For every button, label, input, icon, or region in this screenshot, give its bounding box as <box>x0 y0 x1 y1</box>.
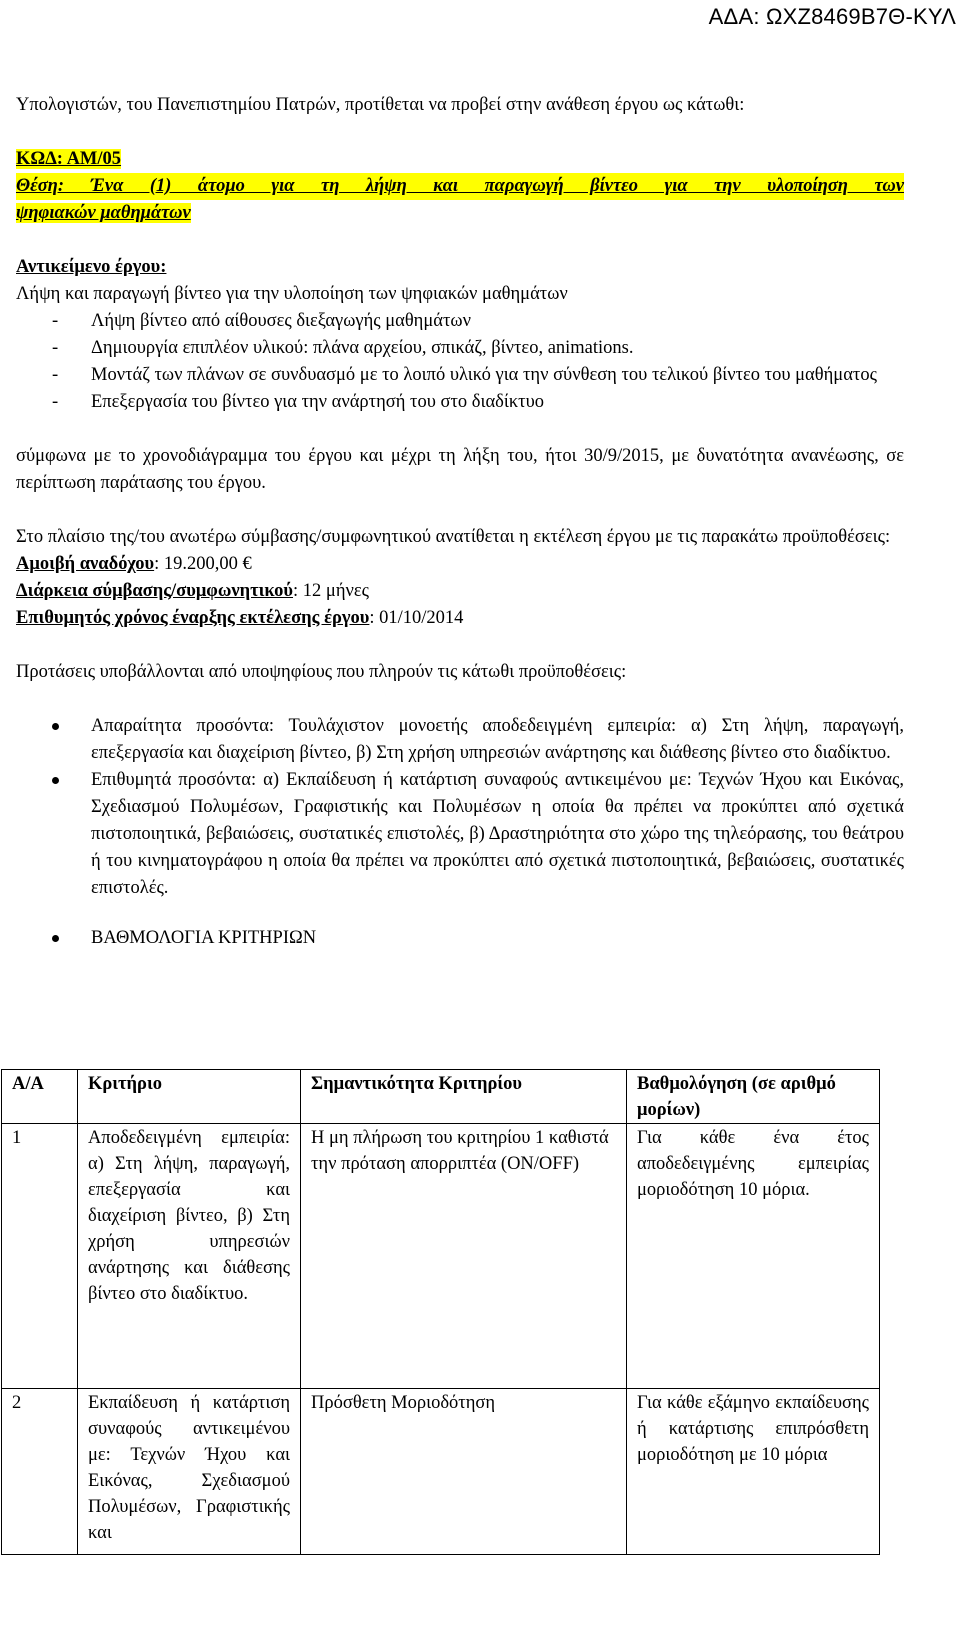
column-header: Σημαντικότητα Κριτηρίου <box>301 1070 627 1124</box>
fee-line <box>16 551 904 578</box>
list-item: - Επεξεργασία του βίντεο για την ανάρτησή του στο διαδίκτυο <box>16 389 904 416</box>
ada-identifier: ΑΔΑ: ΩΧΖ8469Β7Θ-ΚΥΛ <box>708 4 956 29</box>
requirements-list <box>16 713 904 902</box>
schedule-paragraph: σύμφωνα με το χρονοδιάγραμμα του έργου και μέχρι τη λήξη του, ήτοι 30/9/2015, με δυνατότητα ανανέωσης, σε περίπτωση παράτασης του έργου. <box>16 446 904 493</box>
criteria-heading: ΒΑΘΜΟΛΟΓΙΑ ΚΡΙΤΗΡΙΩΝ <box>91 928 317 948</box>
list-item: Απαραίτητα προσόντα: Τουλάχιστον μονοετής αποδεδειγμένη εμπειρία: α) Στη λήψη, παραγωγή, επεξεργασία και διαχείριση βίντεο, β) Στη χρήση υπηρεσιών ανάρτησης και διάθεσης βίντεο στο διαδίκτυο. <box>16 713 904 767</box>
table-row <box>2 1389 880 1555</box>
list-item: - Δημιουργία επιπλέον υλικού: πλάνα αρχείου, σπικάζ, βίντεο, animations. <box>16 335 904 362</box>
criteria-table <box>1 1069 880 1555</box>
list-item <box>16 925 904 952</box>
terms-intro: Στο πλαίσιο της/του ανωτέρω σύμβασης/συμφωνητικού ανατίθεται η εκτέλεση έργου με τις παρακάτω προϋποθέσεις: <box>16 527 891 547</box>
position-block <box>16 146 904 227</box>
object-section <box>16 254 904 416</box>
duration-label: Διάρκεια σύμβασης/συμφωνητικού <box>16 581 294 601</box>
row-criterion: Αποδεδειγμένη εμπειρία: α) Στη λήψη, παραγωγή, επεξεργασία και διαχείριση βίντεο, β) Στη χρήση υπηρεσιών ανάρτησης και διάθεσης βίντεο στο διαδίκτυο. <box>78 1124 301 1389</box>
list-item: Επιθυμητά προσόντα: α) Εκπαίδευση ή κατάρτιση συναφούς αντικειμένου με: Τεχνών Ήχου και Εικόνας, Σχεδιασμού Πολυμέσων, Γραφιστικής και Πολυμέσων η οποία θα πρέπει να προκύπτει από σχετικά πιστοποιητικά, βεβαιώσεις, συστατικές επιστολές, β) Δραστηριότητα στο χώρο της τηλεόρασης, του θεάτρου ή του κινηματογράφου η οποία θα πρέπει να προκύπτει από σχετικά πιστοποιητικά, βεβαιώσεις, συστατικές επιστολές. <box>16 767 904 902</box>
document-body <box>16 92 904 952</box>
column-header: Βαθμολόγηση (σε αριθμό μορίων) <box>627 1070 880 1124</box>
duration-line <box>16 578 904 605</box>
row-number: 1 <box>2 1124 78 1389</box>
position-title: Θέση: Ένα (1) άτομο για τη λήψη και παραγωγή βίντεο για την υλοποίηση των <box>16 173 904 200</box>
proposals-paragraph: Προτάσεις υποβάλλονται από υποψηφίους που πληρούν τις κάτωθι προϋποθέσεις: <box>16 662 627 682</box>
bullet-icon <box>52 935 59 942</box>
fee-label: Αμοιβή αναδόχου <box>16 554 155 574</box>
object-text: Λήψη και παραγωγή βίντεο για την υλοποίηση των ψηφιακών μαθημάτων <box>16 284 568 304</box>
bullet-icon <box>52 723 59 730</box>
start-label: Επιθυμητός χρόνος έναρξης εκτέλεσης έργου <box>16 608 370 628</box>
dash-marker: - <box>52 311 59 331</box>
row-number: 2 <box>2 1389 78 1555</box>
criteria-heading-list <box>16 925 904 952</box>
row-importance: Η μη πλήρωση του κριτηρίου 1 καθιστά την πρόταση απορριπτέα (ON/OFF) <box>301 1124 627 1389</box>
row-scoring: Για κάθε ένα έτος αποδεδειγμένης εμπειρίας μοριοδότηση 10 μόρια. <box>627 1124 880 1389</box>
start-line <box>16 605 904 632</box>
position-title-cont: ψηφιακών μαθημάτων <box>16 203 191 223</box>
row-criterion: Εκπαίδευση ή κατάρτιση συναφούς αντικειμένου με: Τεχνών Ήχου και Εικόνας, Σχεδιασμού Πολυμέσων, Γραφιστικής και <box>78 1389 301 1555</box>
row-importance: Πρόσθετη Μοριοδότηση <box>301 1389 627 1555</box>
duration-value: : 12 μήνες <box>293 581 369 601</box>
start-value: : 01/10/2014 <box>369 608 464 628</box>
column-header: Κριτήριο <box>78 1070 301 1124</box>
list-item: - Μοντάζ των πλάνων σε συνδυασμό με το λοιπό υλικό για την σύνθεση του τελικού βίντεο του μαθήματος <box>16 362 904 389</box>
object-tasks-list <box>16 308 904 416</box>
fee-value: : 19.200,00 € <box>154 554 252 574</box>
row-scoring: Για κάθε εξάμηνο εκπαίδευσης ή κατάρτισης επιπρόσθετη μοριοδότηση με 10 μόρια <box>627 1389 880 1555</box>
intro-paragraph: Υπολογιστών, του Πανεπιστημίου Πατρών, προτίθεται να προβεί στην ανάθεση έργου ως κάτωθι: <box>16 95 745 115</box>
table-row <box>2 1124 880 1389</box>
table-header-row <box>2 1070 880 1124</box>
dash-marker: - <box>52 338 59 358</box>
dash-marker: - <box>52 365 59 385</box>
column-header: Α/Α <box>2 1070 78 1124</box>
dash-marker: - <box>52 392 59 412</box>
position-code: ΚΩΔ: ΑΜ/05 <box>16 149 122 169</box>
bullet-icon <box>52 777 59 784</box>
terms-section <box>16 524 904 632</box>
object-heading: Αντικείμενο έργου: <box>16 257 167 277</box>
list-item: - Λήψη βίντεο από αίθουσες διεξαγωγής μαθημάτων <box>16 308 904 335</box>
